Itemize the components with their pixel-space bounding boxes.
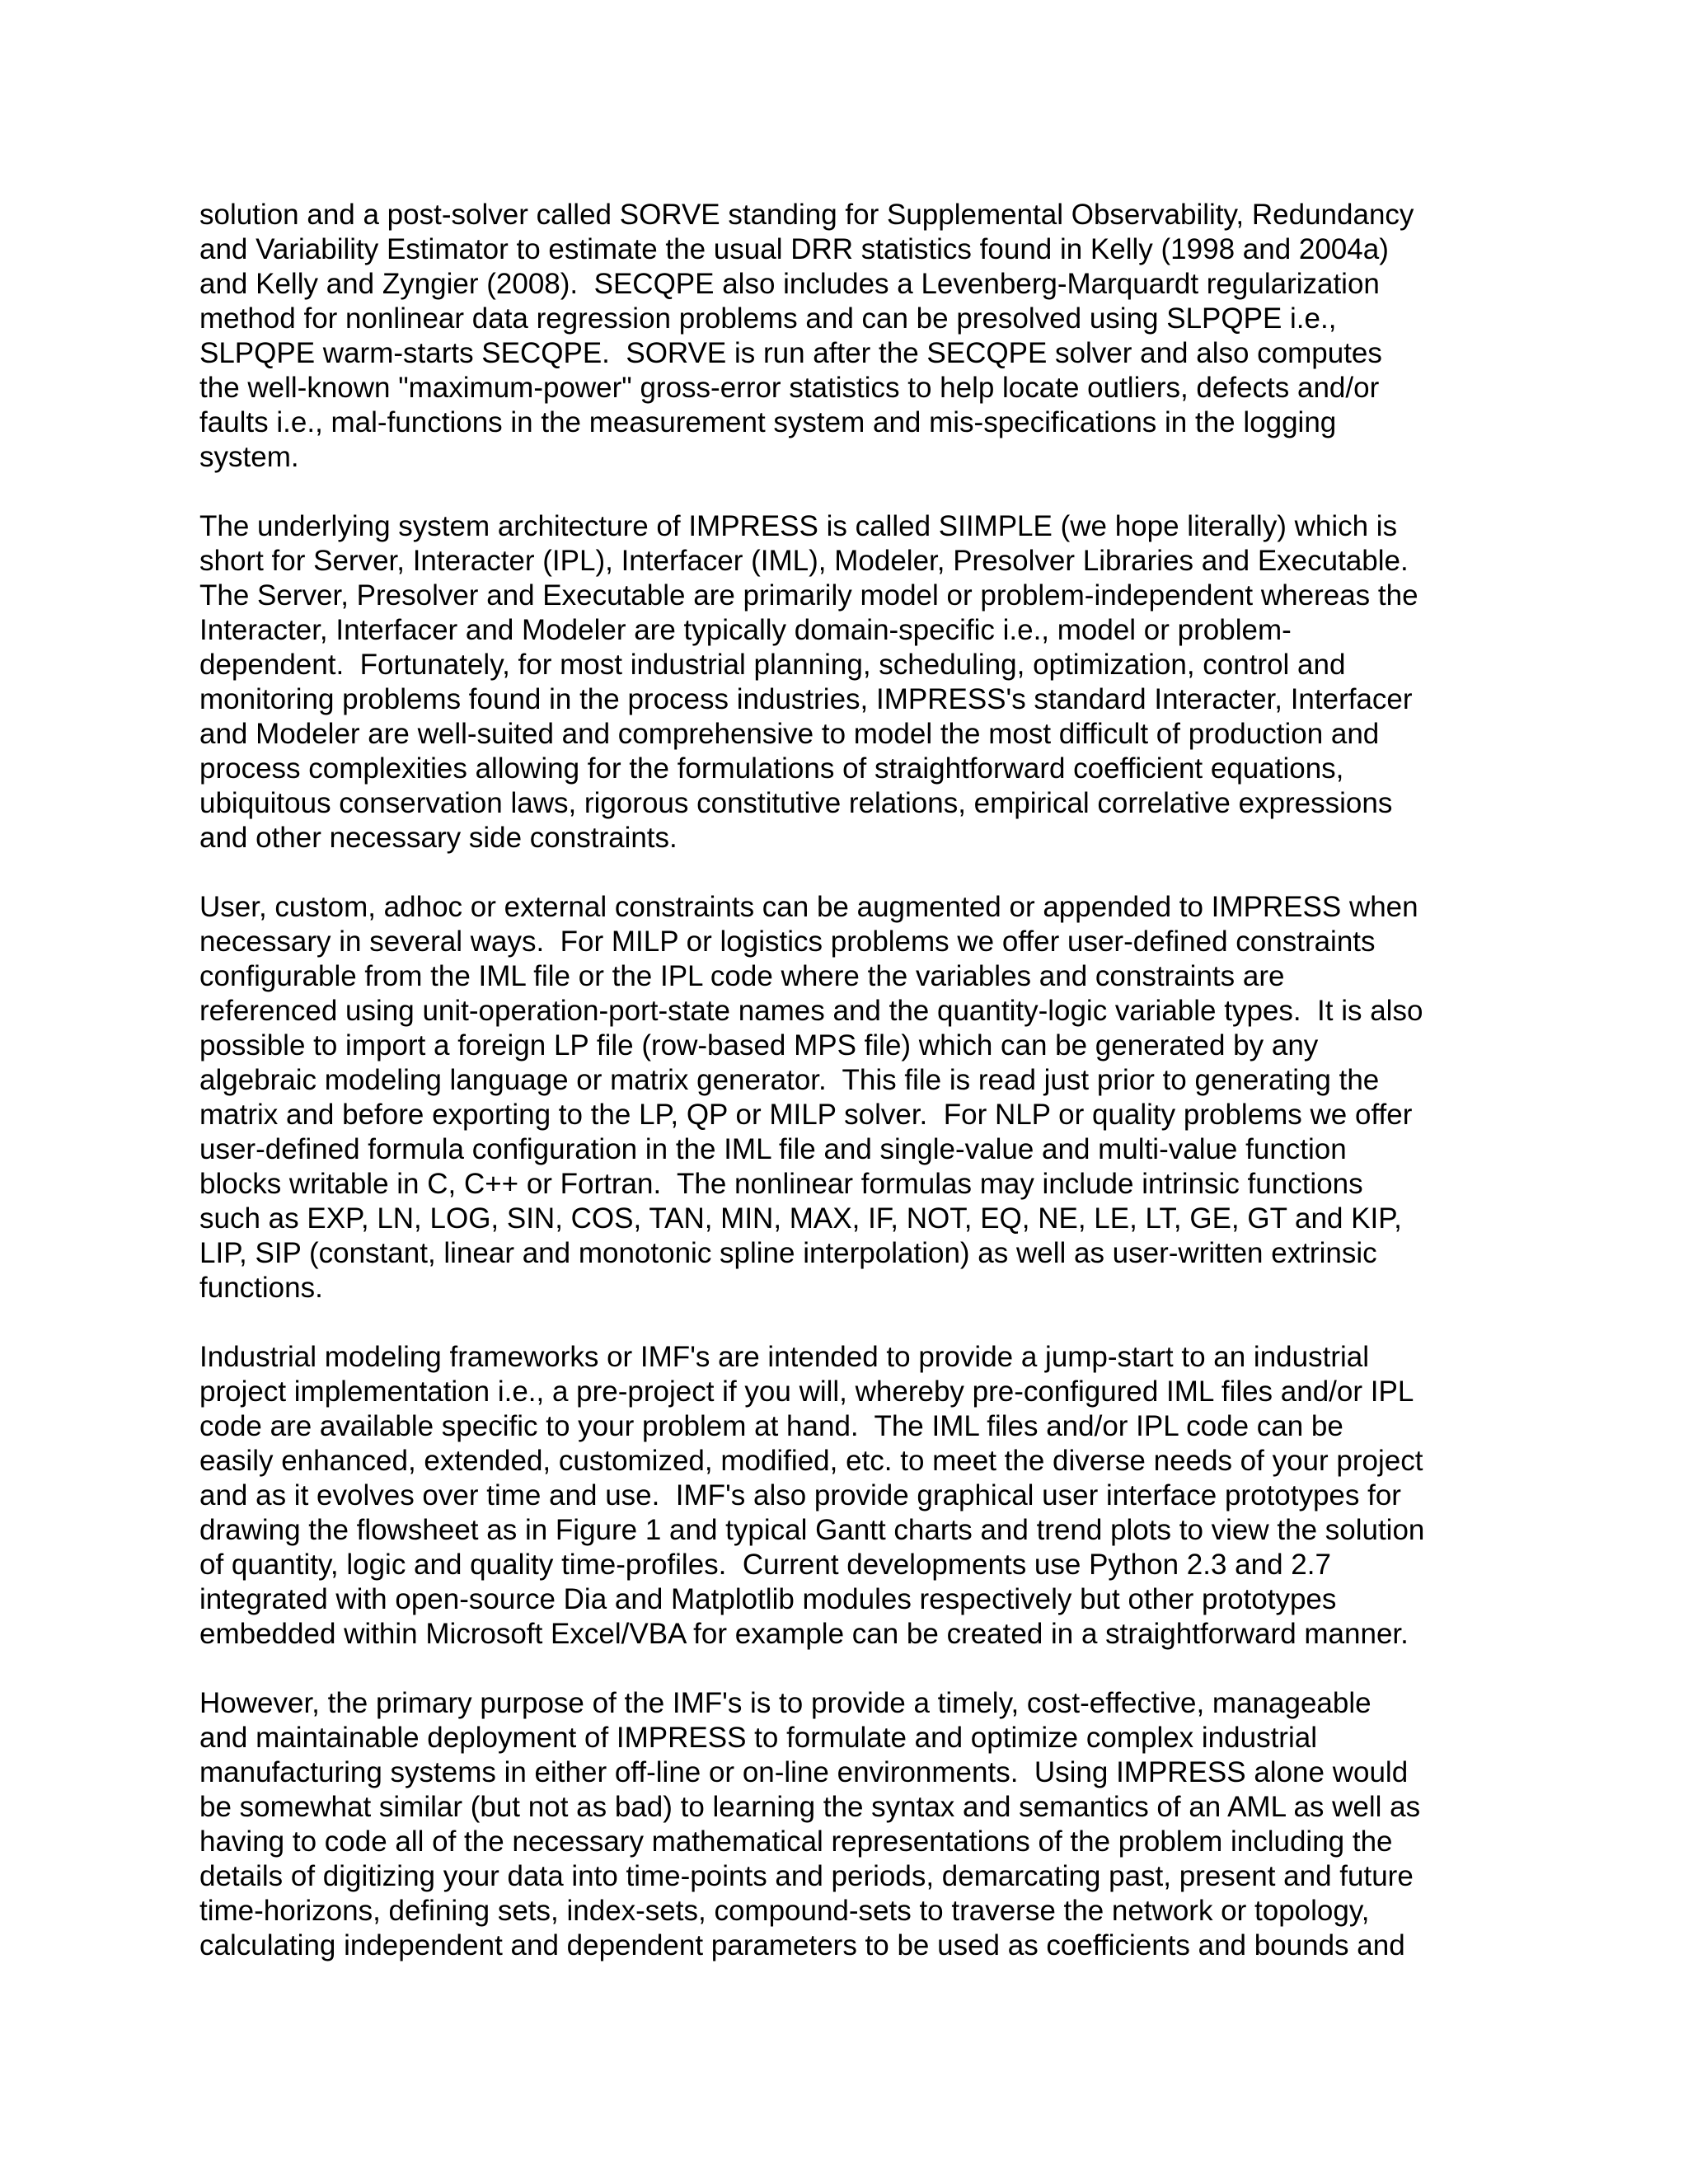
paragraph bbox=[199, 1340, 1502, 1652]
text-line: and Variability Estimator to estimate the usual DRR statistics found in Kelly (1998 and 2004a) bbox=[199, 233, 1389, 265]
text-line: algebraic modeling language or matrix generator. This file is read just prior to generating the bbox=[199, 1064, 1380, 1096]
text-line: The underlying system architecture of IMPRESS is called SIIMPLE (we hope literally) which is bbox=[199, 510, 1398, 542]
text-line: and as it evolves over time and use. IMF's also provide graphical user interface prototypes for bbox=[199, 1479, 1401, 1511]
text-line: easily enhanced, extended, customized, modified, etc. to meet the diverse needs of your project bbox=[199, 1445, 1423, 1477]
paragraph bbox=[199, 1686, 1502, 1963]
text-line: Interacter, Interfacer and Modeler are typically domain-specific i.e., model or problem- bbox=[199, 614, 1292, 646]
paragraph bbox=[199, 890, 1502, 1305]
text-line: process complexities allowing for the formulations of straightforward coefficient equations, bbox=[199, 752, 1344, 785]
text-line: drawing the flowsheet as in Figure 1 and typical Gantt charts and trend plots to view the solution bbox=[199, 1514, 1425, 1546]
text-line: be somewhat similar (but not as bad) to learning the syntax and semantics of an AML as well as bbox=[199, 1791, 1421, 1823]
text-line: details of digitizing your data into time-points and periods, demarcating past, present and future bbox=[199, 1860, 1414, 1892]
text-line: manufacturing systems in either off-line or on-line environments. Using IMPRESS alone would bbox=[199, 1756, 1409, 1788]
text-line: functions. bbox=[199, 1272, 323, 1304]
text-line: dependent. Fortunately, for most industrial planning, scheduling, optimization, control and bbox=[199, 649, 1346, 681]
text-line: time-horizons, defining sets, index-sets, compound-sets to traverse the network or topology, bbox=[199, 1895, 1370, 1927]
body-text bbox=[199, 198, 1502, 1998]
text-line: integrated with open-source Dia and Matplotlib modules respectively but other prototypes bbox=[199, 1583, 1337, 1615]
text-line: blocks writable in C, C++ or Fortran. The nonlinear formulas may include intrinsic functions bbox=[199, 1168, 1363, 1200]
text-line: and Kelly and Zyngier (2008). SECQPE also includes a Levenberg-Marquardt regularization bbox=[199, 268, 1380, 300]
text-line: User, custom, adhoc or external constraints can be augmented or appended to IMPRESS when bbox=[199, 891, 1418, 923]
text-line: the well-known "maximum-power" gross-error statistics to help locate outliers, defects and/or bbox=[199, 372, 1380, 404]
text-line: However, the primary purpose of the IMF's is to provide a timely, cost-effective, manageable bbox=[199, 1687, 1372, 1719]
text-line: system. bbox=[199, 441, 299, 473]
text-line: method for nonlinear data regression problems and can be presolved using SLPQPE i.e., bbox=[199, 302, 1337, 335]
text-line: referenced using unit-operation-port-state names and the quantity-logic variable types. It is also bbox=[199, 995, 1423, 1027]
text-line: necessary in several ways. For MILP or logistics problems we offer user-defined constraints bbox=[199, 926, 1376, 958]
paragraph bbox=[199, 198, 1502, 475]
text-line: matrix and before exporting to the LP, QP or MILP solver. For NLP or quality problems we offer bbox=[199, 1099, 1413, 1131]
text-line: configurable from the IML file or the IPL code where the variables and constraints are bbox=[199, 960, 1285, 992]
text-line: Industrial modeling frameworks or IMF's are intended to provide a jump-start to an industrial bbox=[199, 1341, 1369, 1373]
text-line: LIP, SIP (constant, linear and monotonic spline interpolation) as well as user-written extrinsic bbox=[199, 1237, 1377, 1269]
text-line: having to code all of the necessary mathematical representations of the problem including the bbox=[199, 1825, 1393, 1858]
text-line: and Modeler are well-suited and comprehensive to model the most difficult of production and bbox=[199, 718, 1380, 750]
text-line: project implementation i.e., a pre-project if you will, whereby pre-configured IML files and/or IPL bbox=[199, 1376, 1414, 1408]
text-line: calculating independent and dependent parameters to be used as coefficients and bounds and bbox=[199, 1929, 1405, 1961]
text-line: ubiquitous conservation laws, rigorous constitutive relations, empirical correlative expressions bbox=[199, 787, 1393, 819]
text-line: SLPQPE warm-starts SECQPE. SORVE is run after the SECQPE solver and also computes bbox=[199, 337, 1382, 369]
text-line: possible to import a foreign LP file (row-based MPS file) which can be generated by any bbox=[199, 1029, 1319, 1062]
text-line: and maintainable deployment of IMPRESS to formulate and optimize complex industrial bbox=[199, 1722, 1317, 1754]
text-line: The Server, Presolver and Executable are primarily model or problem-independent whereas the bbox=[199, 579, 1418, 612]
text-line: monitoring problems found in the process industries, IMPRESS's standard Interacter, Interfacer bbox=[199, 683, 1413, 715]
text-line: solution and a post-solver called SORVE standing for Supplemental Observability, Redundancy bbox=[199, 199, 1414, 231]
paragraph bbox=[199, 509, 1502, 855]
text-line: and other necessary side constraints. bbox=[199, 822, 678, 854]
text-line: code are available specific to your problem at hand. The IML files and/or IPL code can be bbox=[199, 1410, 1343, 1442]
text-line: such as EXP, LN, LOG, SIN, COS, TAN, MIN, MAX, IF, NOT, EQ, NE, LE, LT, GE, GT and KIP, bbox=[199, 1202, 1402, 1235]
text-line: user-defined formula configuration in the IML file and single-value and multi-value function bbox=[199, 1133, 1347, 1165]
text-line: of quantity, logic and quality time-profiles. Current developments use Python 2.3 and 2.7 bbox=[199, 1549, 1331, 1581]
text-line: faults i.e., mal-functions in the measurement system and mis-specifications in the logging bbox=[199, 406, 1337, 438]
text-line: embedded within Microsoft Excel/VBA for example can be created in a straightforward manner. bbox=[199, 1618, 1409, 1650]
text-line: short for Server, Interacter (IPL), Interfacer (IML), Modeler, Presolver Libraries and Executable. bbox=[199, 545, 1409, 577]
